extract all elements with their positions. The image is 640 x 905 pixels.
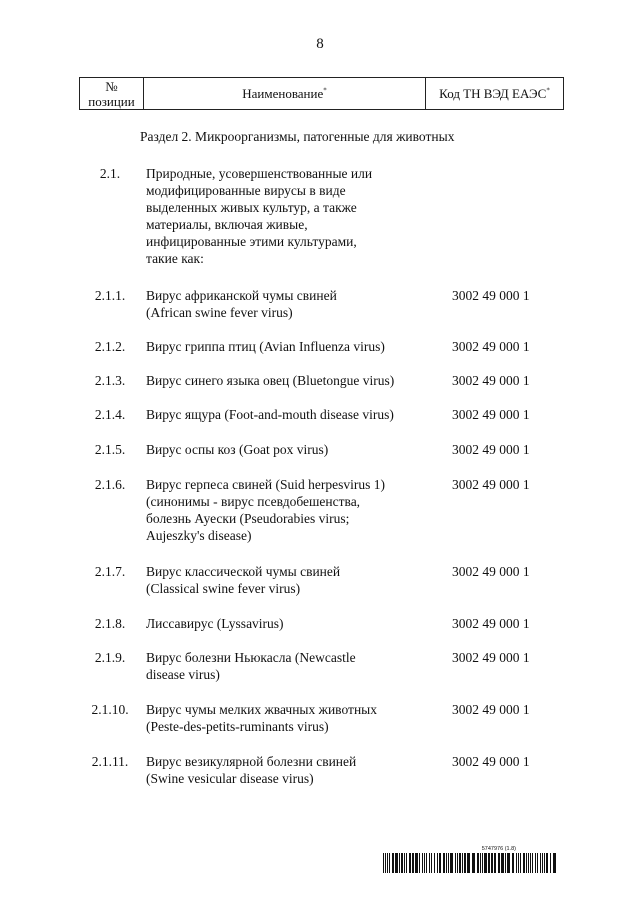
header-code (426, 78, 564, 110)
item-number: 2.1.8. (94, 616, 126, 631)
item-name-line: Вирус оспы коз (Goat pox virus) (146, 442, 329, 457)
item-number: 2.1.6. (94, 477, 126, 492)
header-position-number-line: № (105, 78, 118, 94)
item-name-line: Вирус синего языка овец (Bluetongue virus) (146, 373, 395, 388)
item-name (146, 372, 434, 389)
item-name-line: Вирус болезни Ньюкасла (Newcastle (146, 650, 356, 665)
header-name (144, 78, 426, 110)
item-number: 2.1.11. (91, 754, 129, 769)
header-name-footnote-mark: * (323, 86, 327, 95)
section-title: Раздел 2. Микроорганизмы, патогенные для животных (140, 129, 455, 144)
item-code: 3002 49 000 1 (452, 288, 530, 303)
item-name-line: модифицированные вирусы в виде (146, 183, 346, 198)
item-name (146, 701, 434, 735)
item-code: 3002 49 000 1 (452, 650, 530, 665)
item-name-line: Вирус герпеса свиней (Suid herpesvirus 1) (146, 477, 385, 492)
header-position-number (80, 78, 144, 110)
item-name-line: Вирус классической чумы свиней (146, 564, 341, 579)
header-position-number-line: позиции (88, 93, 135, 109)
barcode-caption: 5747976 (1.8) (481, 846, 516, 852)
item-code: 3002 49 000 1 (452, 407, 530, 422)
item-name (146, 406, 434, 423)
item-name-line: (Peste-des-petits-ruminants virus) (146, 719, 329, 734)
item-number: 2.1.4. (94, 407, 126, 422)
item-number: 2.1.5. (94, 442, 126, 457)
item-code: 3002 49 000 1 (452, 442, 530, 457)
item-name-line: (African swine fever virus) (146, 305, 293, 320)
item-name (146, 441, 434, 458)
item-code: 3002 49 000 1 (452, 564, 530, 579)
page-number: 8 (316, 36, 324, 52)
item-name-line: Aujeszky's disease) (146, 528, 252, 543)
header-code-label: Код ТН ВЭД ЕАЭС (439, 86, 547, 101)
item-name-line: Вирус везикулярной болезни свиней (146, 754, 357, 769)
document-barcode (382, 846, 558, 874)
item-code: 3002 49 000 1 (452, 754, 530, 769)
item-name-line: материалы, включая живые, (146, 217, 308, 232)
item-number: 2.1.1. (94, 288, 126, 303)
item-name (146, 615, 434, 632)
barcode-icon (382, 853, 558, 873)
item-number: 2.1.3. (94, 373, 126, 388)
header-name-label: Наименование (242, 86, 324, 101)
item-number: 2.1.2. (94, 339, 126, 354)
header-code-footnote-mark: * (546, 86, 550, 95)
item-name (146, 287, 434, 321)
item-name (146, 338, 434, 355)
item-number: 2.1.7. (94, 564, 126, 579)
item-name (146, 476, 434, 544)
item-name-line: инфицированные этими культурами, (146, 234, 357, 249)
item-name-line: Вирус африканской чумы свиней (146, 288, 337, 303)
item-code: 3002 49 000 1 (452, 477, 530, 492)
item-name (146, 649, 434, 683)
item-name-line: Вирус ящура (Foot-and-mouth disease virus) (146, 407, 394, 422)
item-name-line: disease virus) (146, 667, 220, 682)
item-code: 3002 49 000 1 (452, 702, 530, 717)
item-name-line: (синонимы - вирус псевдобешенства, (146, 494, 361, 509)
item-name (146, 563, 434, 597)
item-name-line: (Classical swine fever virus) (146, 581, 301, 596)
item-number: 2.1. (99, 166, 121, 181)
item-name-line: Лиссавирус (Lyssavirus) (146, 616, 284, 631)
item-name-line: Природные, усовершенствованные или (146, 166, 373, 181)
item-name-line: такие как: (146, 251, 204, 266)
item-code: 3002 49 000 1 (452, 373, 530, 388)
item-number: 2.1.9. (94, 650, 126, 665)
item-number: 2.1.10. (91, 702, 129, 717)
item-name-line: Вирус чумы мелких жвачных животных (146, 702, 377, 717)
item-name (146, 165, 434, 267)
item-code: 3002 49 000 1 (452, 339, 530, 354)
item-code: 3002 49 000 1 (452, 616, 530, 631)
column-header-table (79, 77, 564, 110)
item-name-line: болезнь Ауески (Pseudorabies virus; (146, 511, 350, 526)
item-name-line: (Swine vesicular disease virus) (146, 771, 314, 786)
item-name (146, 753, 434, 787)
item-name-line: Вирус гриппа птиц (Avian Influenza virus) (146, 339, 385, 354)
item-name-line: выделенных живых культур, а также (146, 200, 357, 215)
